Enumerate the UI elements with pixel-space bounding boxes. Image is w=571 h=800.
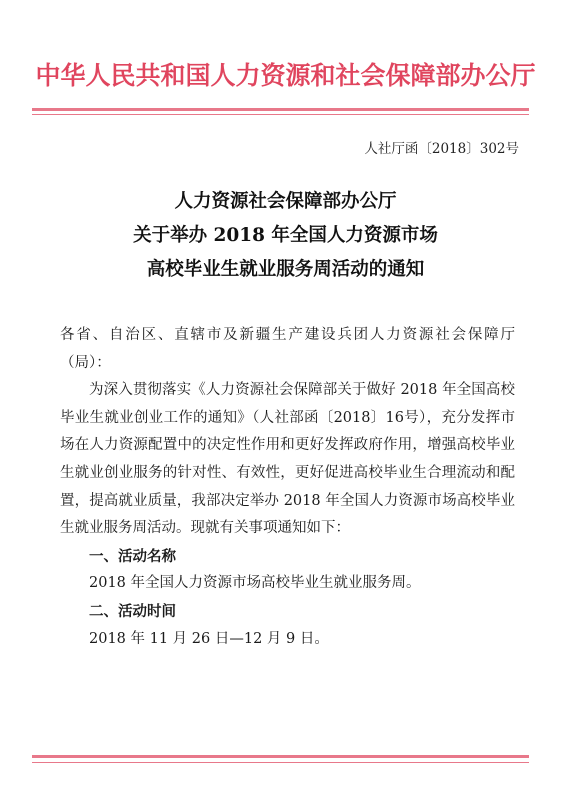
section-content-activity-name: 2018 年全国人力资源市场高校毕业生就业服务周。: [89, 575, 421, 592]
section-content-activity-time: 2018 年 11 月 26 日—12 月 9 日。: [89, 630, 329, 647]
header-rule-thin: [32, 114, 529, 115]
footer-rule-thick: [32, 755, 529, 758]
issuing-office-title: 中华人民共和国人力资源和社会保障部办公厅: [35, 61, 536, 90]
document-body: [60, 322, 515, 653]
intro-paragraph: 为深入贯彻落实《人力资源社会保障部关于做好 2018 年全国高校毕业生就业创业工作的通知》（人社部函〔2018〕16号），充分发挥市场在人力资源配置中的决定性作用和更好发挥政府作用，增强高校毕业生就业创业服务的针对性、有效性，更好促进高校毕业生合理流动和配置，提高就业质量，我部决定举办 2018 年全国人力资源市场高校毕业生就业服务周活动。现就有关事项通知如下：: [60, 382, 515, 537]
document-title-line-1: 人力资源社会保障部办公厅: [174, 191, 397, 212]
document-title-line-3: 高校毕业生就业服务周活动的通知: [146, 259, 425, 280]
document-title: [0, 185, 571, 287]
header-rule-thick: [32, 108, 529, 111]
document-number: 人社厅函〔2018〕302号: [364, 141, 519, 157]
section-heading-activity-name: 一、活动名称: [89, 547, 176, 565]
footer-rule-thin: [32, 762, 529, 763]
addressee: 各省、自治区、直辖市及新疆生产建设兵团人力资源社会保障厅（局）：: [60, 327, 515, 371]
document-title-line-2: 关于举办 2018 年全国人力资源市场: [133, 225, 438, 246]
section-heading-activity-time: 二、活动时间: [89, 602, 176, 620]
